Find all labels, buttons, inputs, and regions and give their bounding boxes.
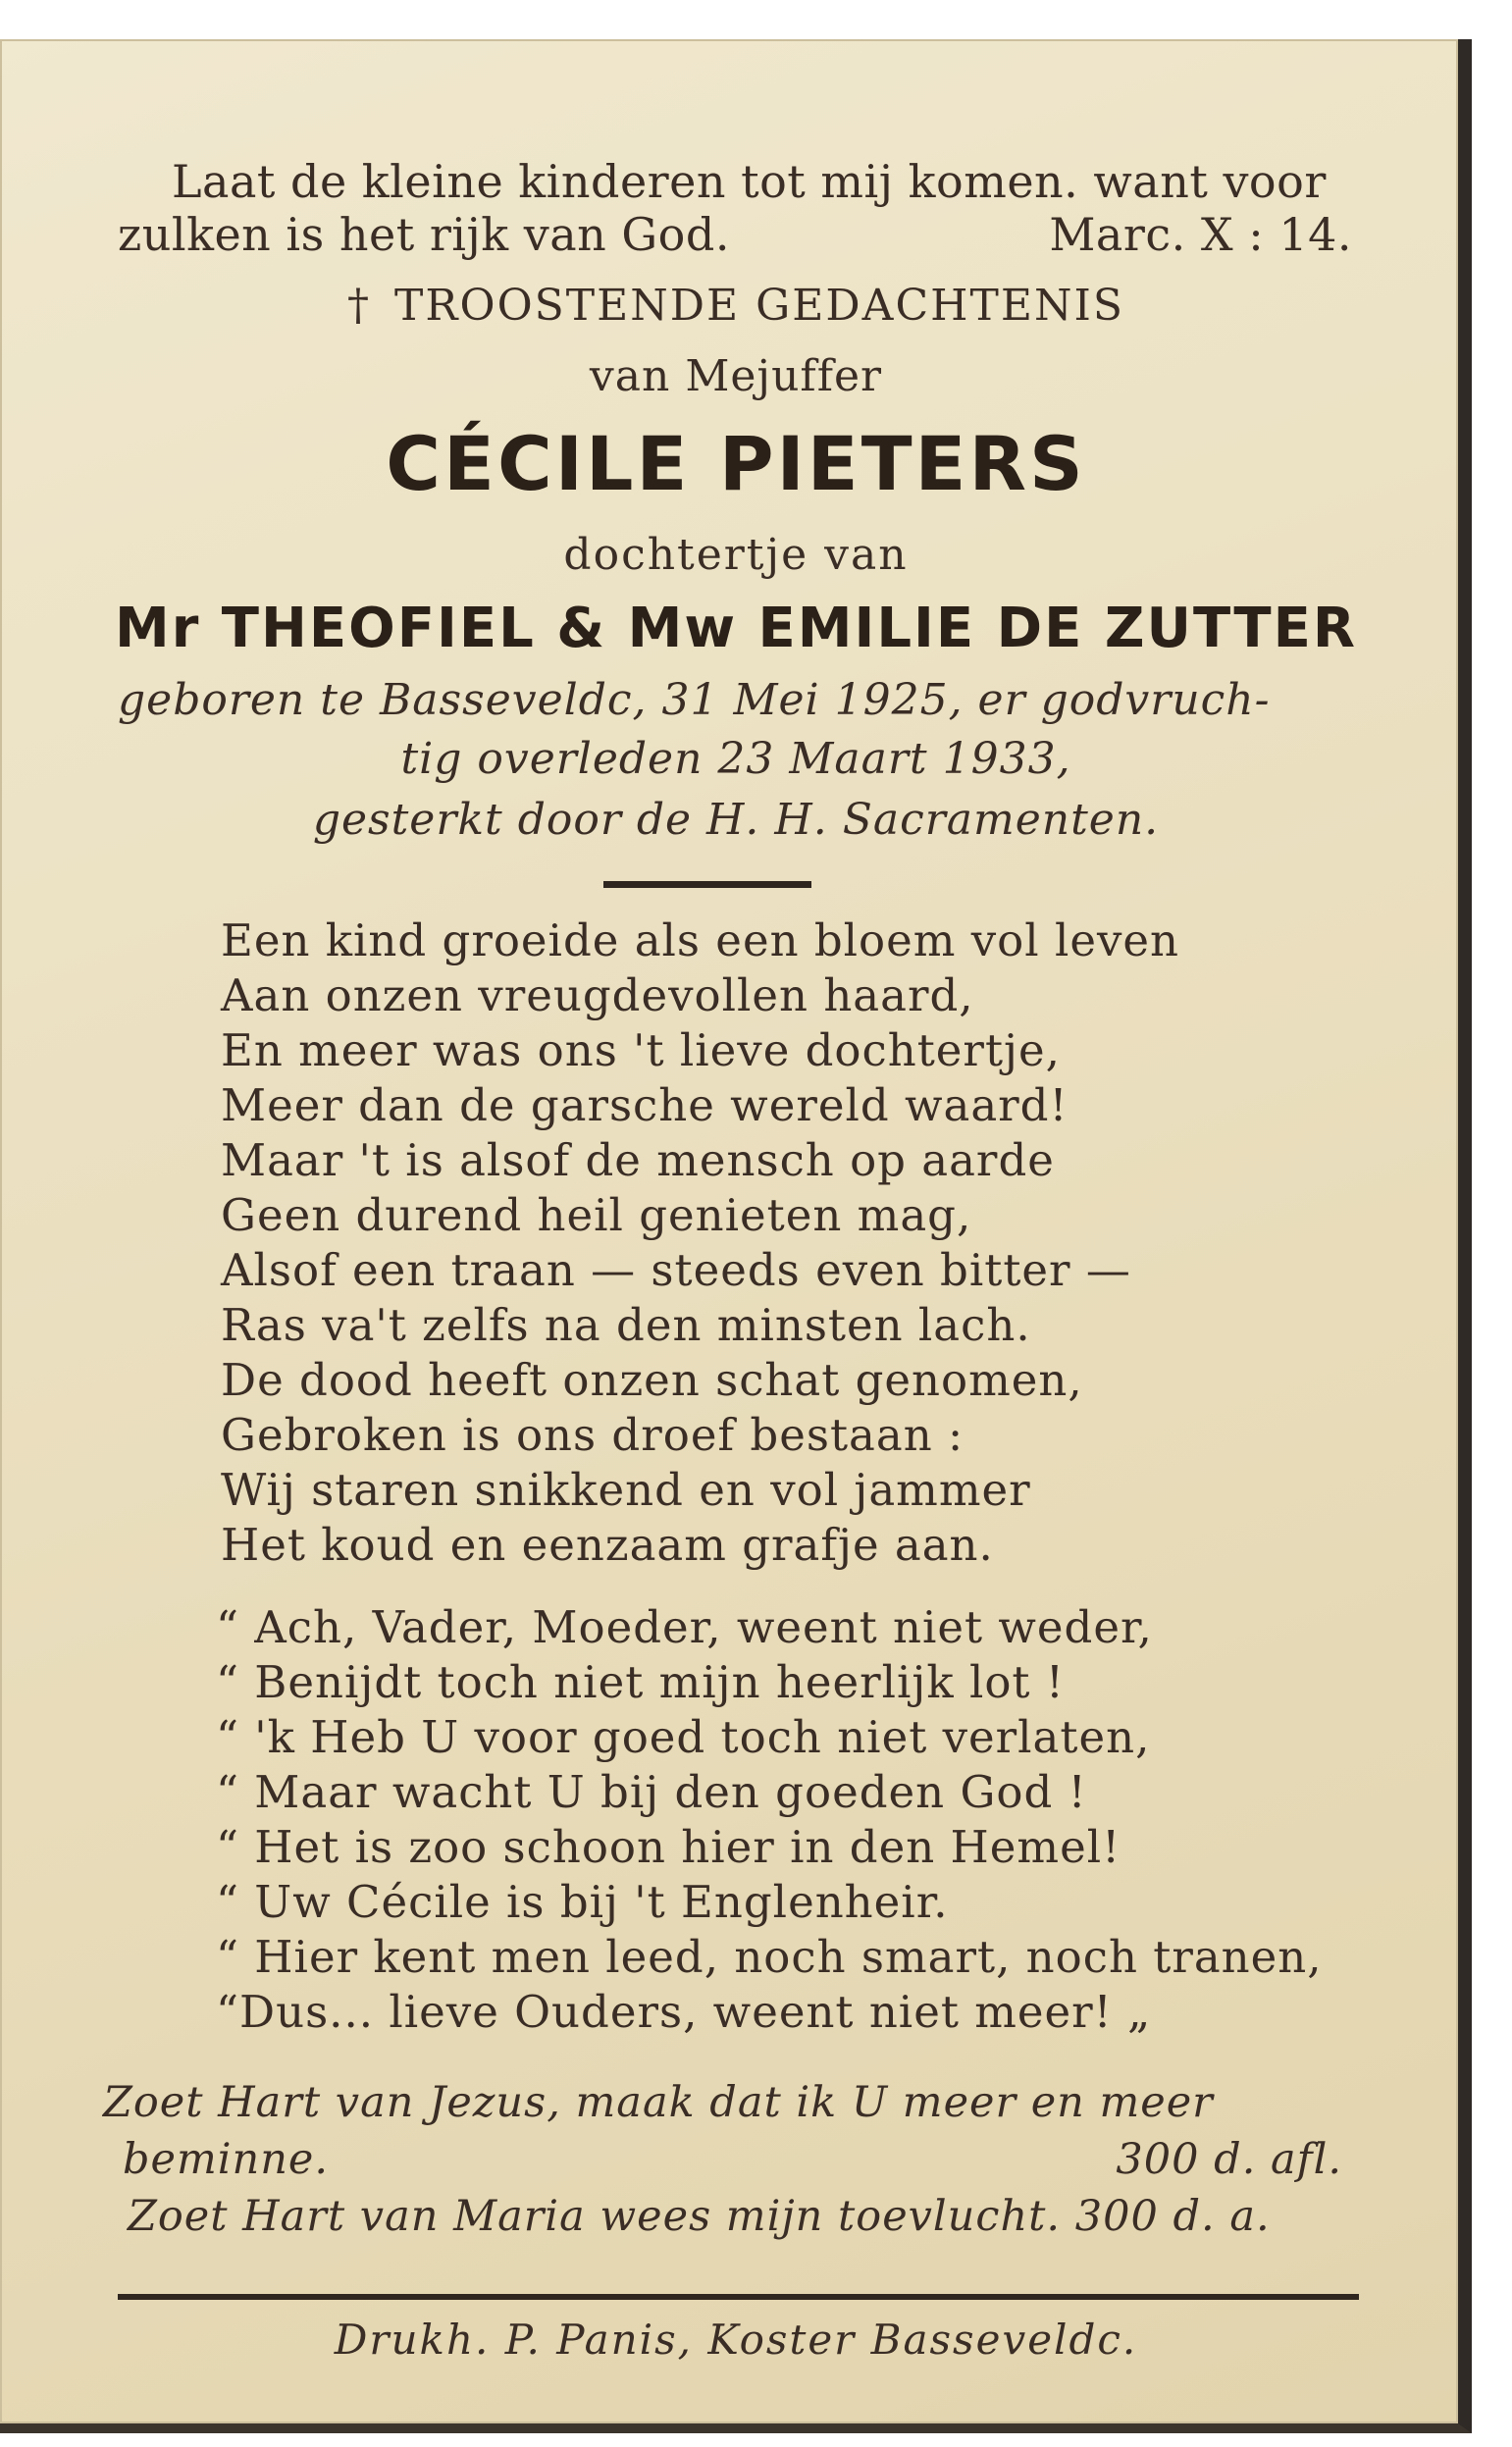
poem-line: En meer was ons 't lieve dochtertje, — [221, 1024, 1061, 1076]
birth-line-3: gesterkt door de H. H. Sacramenten. — [312, 795, 1160, 845]
poem-line: Ras va't zelfs na den minsten lach. — [221, 1299, 1031, 1351]
poem-quote-line: “ Ach, Vader, Moeder, weent niet weder, — [216, 1601, 1153, 1653]
heading-title: TROOSTENDE GEDACHTENIS — [394, 281, 1124, 331]
poem-line: Gebroken is ons droef bestaan : — [221, 1409, 965, 1461]
poem-line: De dood heeft onzen schat genomen, — [221, 1354, 1083, 1406]
van-mejuffer: van Mejuffer — [589, 351, 883, 401]
poem-quote-line: “ 'k Heb U voor goed toch niet verlaten, — [216, 1711, 1151, 1763]
deceased-name: CÉCILE PIETERS — [386, 420, 1086, 507]
heading-title-row — [0, 281, 1472, 331]
birth-line-1: geboren te Basseveldc, 31 Mei 1925, er godvruch- — [118, 675, 1271, 725]
parents-names: Mr THEOFIEL & Mw EMILIE DE ZUTTER — [114, 597, 1358, 660]
poem-line: Aan onzen vreugdevollen haard, — [221, 969, 974, 1021]
poem-line: Alsof een traan — steeds even bitter — — [221, 1244, 1131, 1296]
poem-quote-line: “Dus... lieve Ouders, weent niet meer! „ — [216, 1986, 1152, 2038]
poem-quote-line: “ Hier kent men leed, noch smart, noch tranen, — [216, 1931, 1323, 1983]
dochtertje-van: dochtertje van — [563, 530, 909, 580]
poem-quote-line: “ Maar wacht U bij den goeden God ! — [216, 1766, 1087, 1818]
prayer-indulgence: 300 d. afl. — [1116, 2135, 1342, 2184]
poem-quote-line: “ Het is zoo schoon hier in den Hemel! — [216, 1821, 1121, 1873]
epigraph-line-1: Laat de kleine kinderen tot mij komen. want voor — [172, 155, 1327, 208]
printer-credit: Drukh. P. Panis, Koster Basseveldc. — [334, 2316, 1138, 2364]
poem-line: Wij staren snikkend en vol jammer — [221, 1464, 1031, 1516]
memorial-card — [0, 39, 1472, 2433]
poem-line: Maar 't is alsof de mensch op aarde — [221, 1134, 1055, 1186]
poem-line: Een kind groeide als een bloem vol leven — [221, 914, 1180, 966]
epigraph-reference: Marc. X : 14. — [1049, 208, 1352, 261]
cross-icon: † — [347, 281, 372, 331]
poem-line: Het koud en eenzaam grafje aan. — [221, 1519, 994, 1571]
prayer-line-3: Zoet Hart van Maria wees mijn toevlucht. 300 d. a. — [128, 2192, 1271, 2241]
poem-quote-line: “ Benijdt toch niet mijn heerlijk lot ! — [216, 1656, 1065, 1708]
poem-line: Geen durend heil genieten mag, — [221, 1189, 972, 1241]
epigraph-line-2: zulken is het rijk van God. — [118, 208, 730, 261]
poem-quote-line: “ Uw Cécile is bij 't Englenheir. — [216, 1876, 949, 1928]
prayer-line-1: Zoet Hart van Jezus, maak dat ik U meer en meer — [103, 2078, 1214, 2127]
prayer-line-2: beminne. — [123, 2135, 330, 2184]
divider-long — [118, 2294, 1359, 2300]
divider-short — [603, 881, 811, 888]
birth-line-2: tig overleden 23 Maart 1933, — [400, 734, 1071, 784]
poem-line: Meer dan de garsche wereld waard! — [221, 1079, 1069, 1131]
